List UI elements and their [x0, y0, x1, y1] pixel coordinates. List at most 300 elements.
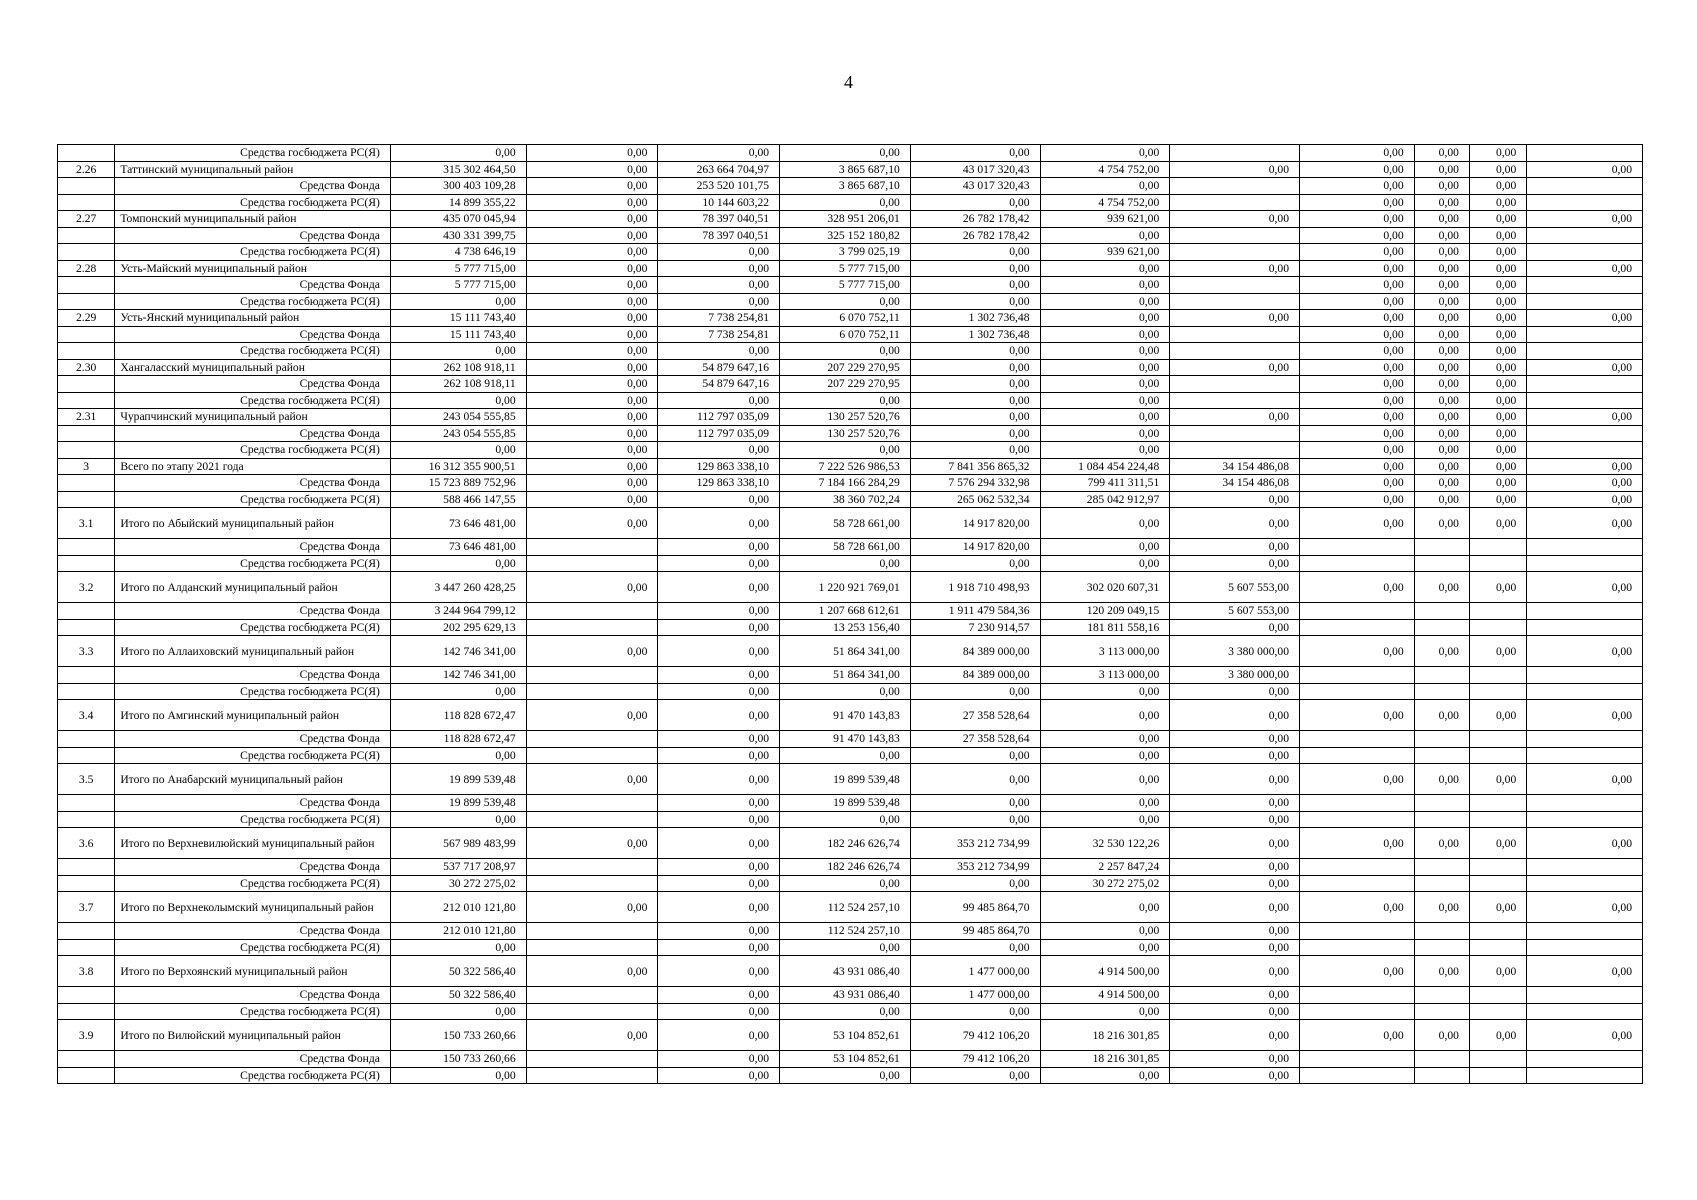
value-cell: 0,00: [526, 425, 658, 442]
value-cell: 0,00: [526, 700, 658, 731]
value-cell: 0,00: [910, 875, 1040, 892]
value-cell: 0,00: [910, 343, 1040, 360]
value-cell: 0,00: [910, 939, 1040, 956]
value-cell: 212 010 121,80: [390, 892, 526, 923]
value-cell: 799 411 311,51: [1040, 475, 1170, 492]
funding-source-label: Средства Фонда: [115, 178, 391, 195]
value-cell: 0,00: [658, 392, 780, 409]
value-cell: 99 485 864,70: [910, 923, 1040, 940]
value-cell: [1170, 194, 1300, 211]
value-cell: 0,00: [1414, 491, 1469, 508]
value-cell: [526, 747, 658, 764]
table-subrow: [58, 731, 1643, 748]
value-cell: 1 207 668 612,61: [780, 603, 911, 620]
value-cell: 0,00: [910, 442, 1040, 459]
value-cell: [526, 667, 658, 684]
value-cell: 27 358 528,64: [910, 700, 1040, 731]
value-cell: [1414, 539, 1469, 556]
row-number: [58, 603, 115, 620]
value-cell: 0,00: [526, 764, 658, 795]
value-cell: 7 576 294 332,98: [910, 475, 1040, 492]
value-cell: 263 664 704,97: [658, 161, 780, 178]
table-subrow: [58, 244, 1643, 261]
value-cell: 1 302 736,48: [910, 310, 1040, 327]
row-number: 3.8: [58, 956, 115, 987]
value-cell: 0,00: [390, 555, 526, 572]
value-cell: 0,00: [658, 731, 780, 748]
value-cell: 0,00: [1040, 310, 1170, 327]
table-body: [58, 145, 1643, 1084]
value-cell: 0,00: [1170, 619, 1300, 636]
value-cell: 328 951 206,01: [780, 211, 911, 228]
value-cell: 5 777 715,00: [390, 260, 526, 277]
value-cell: 0,00: [526, 1020, 658, 1051]
funding-source-label: Средства госбюджета РС(Я): [115, 145, 391, 162]
row-number: [58, 1051, 115, 1068]
table-subrow: [58, 442, 1643, 459]
value-cell: [1300, 555, 1415, 572]
district-name: Усть-Майский муниципальный район: [115, 260, 391, 277]
value-cell: 0,00: [910, 376, 1040, 393]
value-cell: 0,00: [658, 145, 780, 162]
value-cell: 0,00: [780, 939, 911, 956]
value-cell: 0,00: [1170, 764, 1300, 795]
value-cell: 0,00: [1040, 260, 1170, 277]
table-subrow: [58, 987, 1643, 1004]
value-cell: [1527, 939, 1643, 956]
value-cell: 19 899 539,48: [390, 795, 526, 812]
value-cell: 0,00: [1300, 211, 1415, 228]
value-cell: 207 229 270,95: [780, 359, 911, 376]
value-cell: [1527, 667, 1643, 684]
value-cell: [1527, 442, 1643, 459]
value-cell: 0,00: [1040, 555, 1170, 572]
value-cell: 0,00: [1527, 636, 1643, 667]
value-cell: 0,00: [1040, 795, 1170, 812]
funding-source-label: Средства госбюджета РС(Я): [115, 555, 391, 572]
district-name: Таттинский муниципальный район: [115, 161, 391, 178]
funding-source-label: Средства госбюджета РС(Я): [115, 1067, 391, 1084]
value-cell: 3 113 000,00: [1040, 636, 1170, 667]
value-cell: 3 380 000,00: [1170, 667, 1300, 684]
value-cell: 54 879 647,16: [658, 376, 780, 393]
value-cell: 0,00: [1527, 409, 1643, 426]
value-cell: 99 485 864,70: [910, 892, 1040, 923]
value-cell: [1527, 1067, 1643, 1084]
district-name: Итого по Верхоянский муниципальный район: [115, 956, 391, 987]
funding-source-label: Средства Фонда: [115, 987, 391, 1004]
value-cell: 435 070 045,94: [390, 211, 526, 228]
funding-source-label: Средства Фонда: [115, 539, 391, 556]
value-cell: 0,00: [1170, 409, 1300, 426]
value-cell: 0,00: [526, 277, 658, 294]
value-cell: 0,00: [1527, 700, 1643, 731]
value-cell: 0,00: [1040, 939, 1170, 956]
value-cell: 0,00: [780, 555, 911, 572]
row-number: [58, 795, 115, 812]
value-cell: [1469, 731, 1526, 748]
value-cell: 0,00: [910, 1003, 1040, 1020]
row-number: [58, 442, 115, 459]
row-number: [58, 145, 115, 162]
value-cell: 0,00: [1527, 828, 1643, 859]
value-cell: [1527, 194, 1643, 211]
value-cell: 14 899 355,22: [390, 194, 526, 211]
value-cell: [1527, 1051, 1643, 1068]
table-subrow: [58, 475, 1643, 492]
value-cell: 0,00: [658, 700, 780, 731]
value-cell: 1 477 000,00: [910, 987, 1040, 1004]
value-cell: 0,00: [1414, 636, 1469, 667]
value-cell: 0,00: [910, 194, 1040, 211]
value-cell: 130 257 520,76: [780, 409, 911, 426]
row-number: [58, 923, 115, 940]
row-number: [58, 539, 115, 556]
table-row: [58, 310, 1643, 327]
value-cell: 0,00: [1170, 491, 1300, 508]
value-cell: 58 728 661,00: [780, 539, 911, 556]
value-cell: 0,00: [910, 683, 1040, 700]
value-cell: 0,00: [658, 956, 780, 987]
table-row: [58, 572, 1643, 603]
table-subrow: [58, 539, 1643, 556]
value-cell: 38 360 702,24: [780, 491, 911, 508]
table-subrow: [58, 194, 1643, 211]
value-cell: 0,00: [1300, 343, 1415, 360]
value-cell: 0,00: [658, 1067, 780, 1084]
value-cell: 73 646 481,00: [390, 508, 526, 539]
value-cell: 7 184 166 284,29: [780, 475, 911, 492]
value-cell: [1527, 178, 1643, 195]
row-number: [58, 293, 115, 310]
value-cell: 0,00: [1469, 310, 1526, 327]
value-cell: 0,00: [1414, 244, 1469, 261]
value-cell: 0,00: [1414, 425, 1469, 442]
value-cell: [1469, 667, 1526, 684]
value-cell: 0,00: [658, 603, 780, 620]
value-cell: 13 253 156,40: [780, 619, 911, 636]
value-cell: 0,00: [1170, 1003, 1300, 1020]
value-cell: 58 728 661,00: [780, 508, 911, 539]
value-cell: 0,00: [658, 795, 780, 812]
value-cell: 0,00: [1300, 700, 1415, 731]
value-cell: 53 104 852,61: [780, 1020, 911, 1051]
value-cell: 0,00: [1040, 923, 1170, 940]
value-cell: 537 717 208,97: [390, 859, 526, 876]
value-cell: [1414, 747, 1469, 764]
value-cell: 3 447 260 428,25: [390, 572, 526, 603]
table-subrow: [58, 145, 1643, 162]
table-subrow: [58, 603, 1643, 620]
value-cell: 0,00: [1527, 458, 1643, 475]
funding-source-label: Средства Фонда: [115, 425, 391, 442]
value-cell: 182 246 626,74: [780, 828, 911, 859]
value-cell: 0,00: [526, 161, 658, 178]
value-cell: 0,00: [1170, 939, 1300, 956]
value-cell: 0,00: [1414, 277, 1469, 294]
value-cell: 0,00: [526, 892, 658, 923]
district-name: Хангаласский муниципальный район: [115, 359, 391, 376]
value-cell: [1414, 795, 1469, 812]
value-cell: 0,00: [910, 1067, 1040, 1084]
value-cell: 0,00: [1414, 1020, 1469, 1051]
funding-source-label: Средства госбюджета РС(Я): [115, 293, 391, 310]
value-cell: [1300, 875, 1415, 892]
value-cell: 0,00: [1527, 491, 1643, 508]
value-cell: [1469, 1003, 1526, 1020]
table-subrow: [58, 747, 1643, 764]
value-cell: [1414, 859, 1469, 876]
table-row: [58, 458, 1643, 475]
value-cell: 0,00: [526, 260, 658, 277]
funding-source-label: Средства Фонда: [115, 603, 391, 620]
value-cell: 19 899 539,48: [780, 764, 911, 795]
value-cell: 0,00: [658, 343, 780, 360]
value-cell: 5 777 715,00: [780, 277, 911, 294]
row-number: [58, 326, 115, 343]
value-cell: 0,00: [1170, 892, 1300, 923]
value-cell: 0,00: [526, 343, 658, 360]
table-row: [58, 211, 1643, 228]
table-subrow: [58, 178, 1643, 195]
value-cell: 0,00: [1170, 828, 1300, 859]
value-cell: 243 054 555,85: [390, 409, 526, 426]
value-cell: 26 782 178,42: [910, 227, 1040, 244]
value-cell: 0,00: [780, 1003, 911, 1020]
value-cell: [1300, 987, 1415, 1004]
value-cell: 0,00: [390, 1003, 526, 1020]
value-cell: 0,00: [1469, 475, 1526, 492]
value-cell: [1469, 747, 1526, 764]
table-subrow: [58, 293, 1643, 310]
value-cell: 0,00: [526, 376, 658, 393]
row-number: 3.2: [58, 572, 115, 603]
value-cell: 0,00: [1469, 442, 1526, 459]
value-cell: 939 621,00: [1040, 244, 1170, 261]
value-cell: 0,00: [1469, 458, 1526, 475]
value-cell: [1469, 795, 1526, 812]
value-cell: [526, 923, 658, 940]
value-cell: 78 397 040,51: [658, 211, 780, 228]
value-cell: [1414, 875, 1469, 892]
value-cell: 0,00: [1300, 376, 1415, 393]
table-subrow: [58, 923, 1643, 940]
value-cell: [1469, 939, 1526, 956]
value-cell: 0,00: [1300, 1020, 1415, 1051]
value-cell: 0,00: [658, 539, 780, 556]
value-cell: 7 230 914,57: [910, 619, 1040, 636]
value-cell: 51 864 341,00: [780, 667, 911, 684]
value-cell: 0,00: [526, 458, 658, 475]
table-row: [58, 1020, 1643, 1051]
value-cell: 0,00: [1527, 310, 1643, 327]
value-cell: 0,00: [1414, 956, 1469, 987]
table-subrow: [58, 619, 1643, 636]
value-cell: 0,00: [1469, 326, 1526, 343]
value-cell: 15 111 743,40: [390, 310, 526, 327]
value-cell: 0,00: [1170, 555, 1300, 572]
value-cell: [1300, 539, 1415, 556]
value-cell: 0,00: [1414, 458, 1469, 475]
value-cell: 14 917 820,00: [910, 539, 1040, 556]
table-row: [58, 260, 1643, 277]
value-cell: 4 754 752,00: [1040, 194, 1170, 211]
value-cell: 0,00: [1414, 376, 1469, 393]
value-cell: 0,00: [526, 636, 658, 667]
value-cell: 0,00: [526, 475, 658, 492]
value-cell: 0,00: [526, 392, 658, 409]
value-cell: 0,00: [526, 194, 658, 211]
value-cell: 129 863 338,10: [658, 475, 780, 492]
value-cell: 0,00: [1040, 700, 1170, 731]
row-number: 2.30: [58, 359, 115, 376]
value-cell: [1170, 343, 1300, 360]
value-cell: 0,00: [1170, 211, 1300, 228]
value-cell: [1414, 987, 1469, 1004]
value-cell: [1469, 619, 1526, 636]
value-cell: 0,00: [780, 1067, 911, 1084]
value-cell: 0,00: [910, 747, 1040, 764]
value-cell: 0,00: [1414, 161, 1469, 178]
value-cell: 0,00: [1300, 892, 1415, 923]
value-cell: [1414, 1051, 1469, 1068]
value-cell: [1300, 923, 1415, 940]
value-cell: 79 412 106,20: [910, 1020, 1040, 1051]
value-cell: 0,00: [1300, 491, 1415, 508]
value-cell: 0,00: [1170, 731, 1300, 748]
value-cell: 150 733 260,66: [390, 1020, 526, 1051]
value-cell: 0,00: [910, 293, 1040, 310]
value-cell: 0,00: [1469, 178, 1526, 195]
value-cell: 0,00: [1040, 145, 1170, 162]
value-cell: 26 782 178,42: [910, 211, 1040, 228]
value-cell: [1414, 939, 1469, 956]
value-cell: 0,00: [780, 442, 911, 459]
value-cell: [1469, 859, 1526, 876]
value-cell: 253 520 101,75: [658, 178, 780, 195]
value-cell: [526, 555, 658, 572]
value-cell: 262 108 918,11: [390, 359, 526, 376]
value-cell: 182 246 626,74: [780, 859, 911, 876]
row-number: [58, 667, 115, 684]
value-cell: 207 229 270,95: [780, 376, 911, 393]
value-cell: 1 918 710 498,93: [910, 572, 1040, 603]
value-cell: 0,00: [526, 326, 658, 343]
value-cell: 262 108 918,11: [390, 376, 526, 393]
value-cell: 0,00: [1300, 409, 1415, 426]
value-cell: 50 322 586,40: [390, 956, 526, 987]
value-cell: 0,00: [658, 555, 780, 572]
value-cell: 0,00: [1170, 1020, 1300, 1051]
table-subrow: [58, 555, 1643, 572]
value-cell: 0,00: [1469, 277, 1526, 294]
value-cell: 43 931 086,40: [780, 956, 911, 987]
value-cell: 16 312 355 900,51: [390, 458, 526, 475]
value-cell: 0,00: [1527, 260, 1643, 277]
value-cell: 0,00: [1469, 700, 1526, 731]
row-number: [58, 619, 115, 636]
value-cell: [1469, 683, 1526, 700]
value-cell: 0,00: [1040, 442, 1170, 459]
value-cell: 0,00: [1300, 227, 1415, 244]
page-number: 4: [844, 72, 853, 92]
value-cell: [526, 539, 658, 556]
table-row: [58, 892, 1643, 923]
value-cell: 0,00: [780, 145, 911, 162]
row-number: [58, 376, 115, 393]
value-cell: 0,00: [390, 392, 526, 409]
value-cell: 30 272 275,02: [1040, 875, 1170, 892]
value-cell: 0,00: [658, 277, 780, 294]
value-cell: [1414, 1067, 1469, 1084]
value-cell: [1300, 939, 1415, 956]
value-cell: [1527, 376, 1643, 393]
value-cell: [1469, 811, 1526, 828]
funding-source-label: Средства Фонда: [115, 923, 391, 940]
table-subrow: [58, 326, 1643, 343]
row-number: [58, 731, 115, 748]
value-cell: 0,00: [1040, 892, 1170, 923]
value-cell: 0,00: [1414, 409, 1469, 426]
value-cell: [1527, 747, 1643, 764]
row-number: [58, 244, 115, 261]
value-cell: [1300, 795, 1415, 812]
table-row: [58, 636, 1643, 667]
value-cell: [1527, 619, 1643, 636]
value-cell: 0,00: [1300, 161, 1415, 178]
value-cell: 1 911 479 584,36: [910, 603, 1040, 620]
value-cell: 0,00: [1414, 392, 1469, 409]
value-cell: [526, 1067, 658, 1084]
value-cell: 0,00: [526, 828, 658, 859]
funding-source-label: Средства Фонда: [115, 731, 391, 748]
value-cell: 0,00: [526, 508, 658, 539]
value-cell: 0,00: [1300, 260, 1415, 277]
value-cell: [1170, 326, 1300, 343]
row-number: 3.9: [58, 1020, 115, 1051]
value-cell: 6 070 752,11: [780, 326, 911, 343]
district-name: Чурапчинский муниципальный район: [115, 409, 391, 426]
value-cell: 0,00: [780, 194, 911, 211]
value-cell: 5 777 715,00: [390, 277, 526, 294]
value-cell: 212 010 121,80: [390, 923, 526, 940]
value-cell: 5 607 553,00: [1170, 603, 1300, 620]
value-cell: 0,00: [1170, 683, 1300, 700]
value-cell: 0,00: [1469, 194, 1526, 211]
value-cell: 0,00: [658, 619, 780, 636]
value-cell: [1527, 875, 1643, 892]
value-cell: [1527, 145, 1643, 162]
value-cell: 0,00: [526, 956, 658, 987]
value-cell: 315 302 464,50: [390, 161, 526, 178]
value-cell: 0,00: [1469, 244, 1526, 261]
value-cell: 0,00: [1170, 747, 1300, 764]
value-cell: 0,00: [1469, 392, 1526, 409]
value-cell: [1469, 875, 1526, 892]
value-cell: 0,00: [1040, 359, 1170, 376]
value-cell: 0,00: [1469, 892, 1526, 923]
table-subrow: [58, 939, 1643, 956]
value-cell: [1414, 731, 1469, 748]
table-subrow: [58, 376, 1643, 393]
value-cell: 0,00: [1170, 859, 1300, 876]
value-cell: [1414, 1003, 1469, 1020]
value-cell: [1300, 683, 1415, 700]
value-cell: 0,00: [1040, 343, 1170, 360]
row-number: 2.26: [58, 161, 115, 178]
table-row: [58, 764, 1643, 795]
value-cell: 0,00: [658, 293, 780, 310]
